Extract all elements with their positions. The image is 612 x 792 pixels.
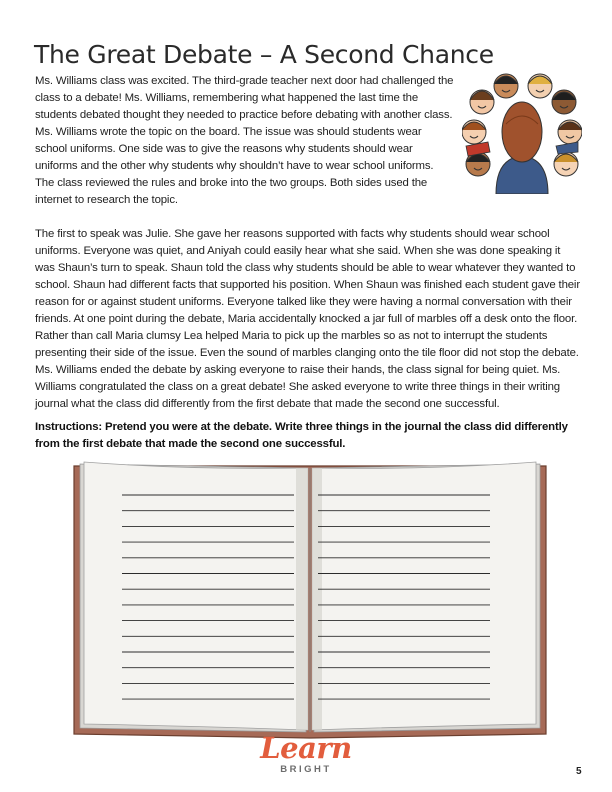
students-crowd-illustration xyxy=(462,72,582,194)
page-title: The Great Debate – A Second Chance xyxy=(34,40,494,69)
intro-paragraph: Ms. Williams class was excited. The third-grade teacher next door had challenged the class to a debate! Ms. Williams, remembering what happened the last time the students debated thought they needed to practice before debating with another class. Ms. Williams wrote the topic on the board. The issue was should students wear school uniforms. One side was to give the reasons why students should wear uniforms and the other why students why shouldn’t have to wear school uniforms. The class reviewed the rules and broke into the two groups. Both sides used the internet to research the topic. xyxy=(35,75,454,206)
journal-book-illustration xyxy=(70,460,550,740)
instructions-text: Instructions: Pretend you were at the debate. Write three things in the journal the class did differently from the first debate that made the second one successful. xyxy=(35,421,568,450)
logo-tagline: BRIGHT xyxy=(280,764,332,775)
story-paragraph: The first to speak was Julie. She gave her reasons supported with facts why students should wear school uniforms. Everyone was quiet, and Aniyah could easily hear what she said. When she was done speaking it was Shaun’s turn to speak. Shaun told the class why students should be able to wear whatever they wanted to school. Shaun had different facts that supported his position. When Shaun was finished each student gave their reason for or against student uniforms. Everyone talked like they were having a normal conversation with their friends. At one point during the debate, Maria accidentally knocked a jar full of marbles off a desk onto the floor. Rather than call Maria clumsy Lea helped Maria to pick up the marbles so as not to interrupt the students presenting their side of the issue. Even the sound of marbles clanging onto the tile floor did not stop the debate. Ms. Williams ended the debate by asking everyone to raise their hands, the class signal for being quiet. Ms. Williams congratulated the class on a great debate! She asked everyone to write three things in their writing journal what the class did differently from the first debate that made the second one successful. xyxy=(35,228,580,410)
learn-bright-logo xyxy=(256,732,356,788)
page-number: 5 xyxy=(576,766,582,777)
logo-word: Learn xyxy=(260,731,352,765)
